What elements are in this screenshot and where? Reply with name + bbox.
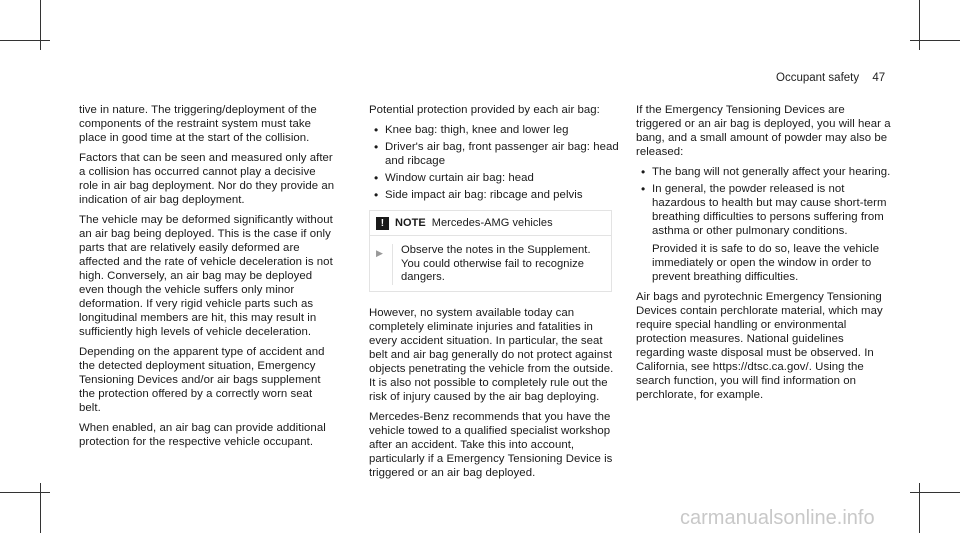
indented-paragraph: Provided it is safe to do so, leave the vehicle immediately or open the window in order to prevent breathing difficulties. xyxy=(652,243,880,283)
paragraph: tive in nature. The triggering/deployment of the components of the restraint system must take place in good time at the start of the collision. xyxy=(79,104,317,144)
crop-mark xyxy=(40,483,41,533)
column-2 xyxy=(369,103,622,486)
paragraph: When enabled, an air bag can provide additional protection for the respective vehicle occupant. xyxy=(79,422,326,448)
section-title: Occupant safety xyxy=(776,72,860,84)
crop-mark xyxy=(919,0,920,50)
crop-mark xyxy=(910,40,960,41)
list-item: • In general, the powder released is not hazardous to health but may cause short-term breathing difficulties to persons suffering from asthma or other pulmonary conditions. xyxy=(636,182,892,238)
note-body xyxy=(370,235,611,291)
paragraph: Depending on the apparent type of accident and the detected deployment situation, Emergency Tensioning Devices and/or air bags supplement the protection offered by a correctly worn seat belt. xyxy=(79,346,325,414)
note-header xyxy=(370,211,611,235)
paragraph: Factors that can be seen and measured only after a collision has occurred cannot play a decisive role in air bag deployment. Nor do they provide an indication of air bag deployment. xyxy=(79,152,335,206)
crop-mark xyxy=(910,492,960,493)
crop-mark xyxy=(40,0,41,50)
note-box xyxy=(369,210,612,292)
note-label: NOTE xyxy=(395,217,426,229)
crop-mark xyxy=(0,40,50,41)
column-1 xyxy=(79,103,336,455)
crop-mark xyxy=(0,492,50,493)
running-header xyxy=(776,72,885,84)
paragraph: If the Emergency Tensioning Devices are triggered or an air bag is deployed, you will hear a bang, and a small amount of powder may also be released: xyxy=(636,104,891,158)
list-item: • Knee bag: thigh, knee and lower leg xyxy=(369,123,622,137)
bullet-list xyxy=(636,165,892,238)
crop-mark xyxy=(919,483,920,533)
paragraph: The vehicle may be deformed significantly without an air bag being deployed. This is the case if only parts that are relatively easily deformed are affected and the rate of vehicle deceleration is not high. Conversely, an air bag may be deployed even though the vehicle suffers only minor deformation. If very rigid vehicle parts such as longitudinal members are hit, this may result in sufficiently high levels of vehicle deceleration. xyxy=(79,214,333,338)
paragraph: However, no system available today can completely eliminate injuries and fatalities in every accident situation. In particular, the seat belt and air bag generally do not protect against objects penetrating the vehicle from the outside. It is also not possible to completely rule out the risk of injury caused by the air bag deploying. xyxy=(369,306,614,403)
paragraph: Potential protection provided by each air bag: xyxy=(369,104,600,116)
list-item: • Driver's air bag, front passenger air bag: head and ribcage xyxy=(369,140,622,168)
note-title: Mercedes-AMG vehicles xyxy=(431,217,553,229)
paragraph: Air bags and pyrotechnic Emergency Tensioning Devices contain perchlorate material, which may require special handling or environmental protection measures. National guidelines regarding waste disposal must be observed. In California, see https://dtsc.ca.gov/. Using the search function, you will find information on perchlorate, for example. xyxy=(636,291,883,401)
paragraph: Mercedes-Benz recommends that you have the vehicle towed to a qualified specialist workshop after an accident. Take this into account, particularly if a Emergency Tensioning Device is triggered or an air bag deployed. xyxy=(369,410,613,479)
watermark-logo: carmanualsonline.info xyxy=(680,507,875,529)
page-number: 47 xyxy=(872,72,886,84)
warning-icon: ! xyxy=(376,217,389,230)
column-3 xyxy=(636,103,892,408)
bullet-list xyxy=(369,123,622,202)
list-item: • Side impact air bag: ribcage and pelvis xyxy=(369,188,622,202)
list-item: • Window curtain air bag: head xyxy=(369,171,622,185)
arrow-right-icon: ▶ xyxy=(376,248,383,258)
note-text: Observe the notes in the Supplement. You could otherwise fail to recognize dangers. xyxy=(392,244,605,285)
list-item: • The bang will not generally affect your hearing. xyxy=(636,165,892,179)
